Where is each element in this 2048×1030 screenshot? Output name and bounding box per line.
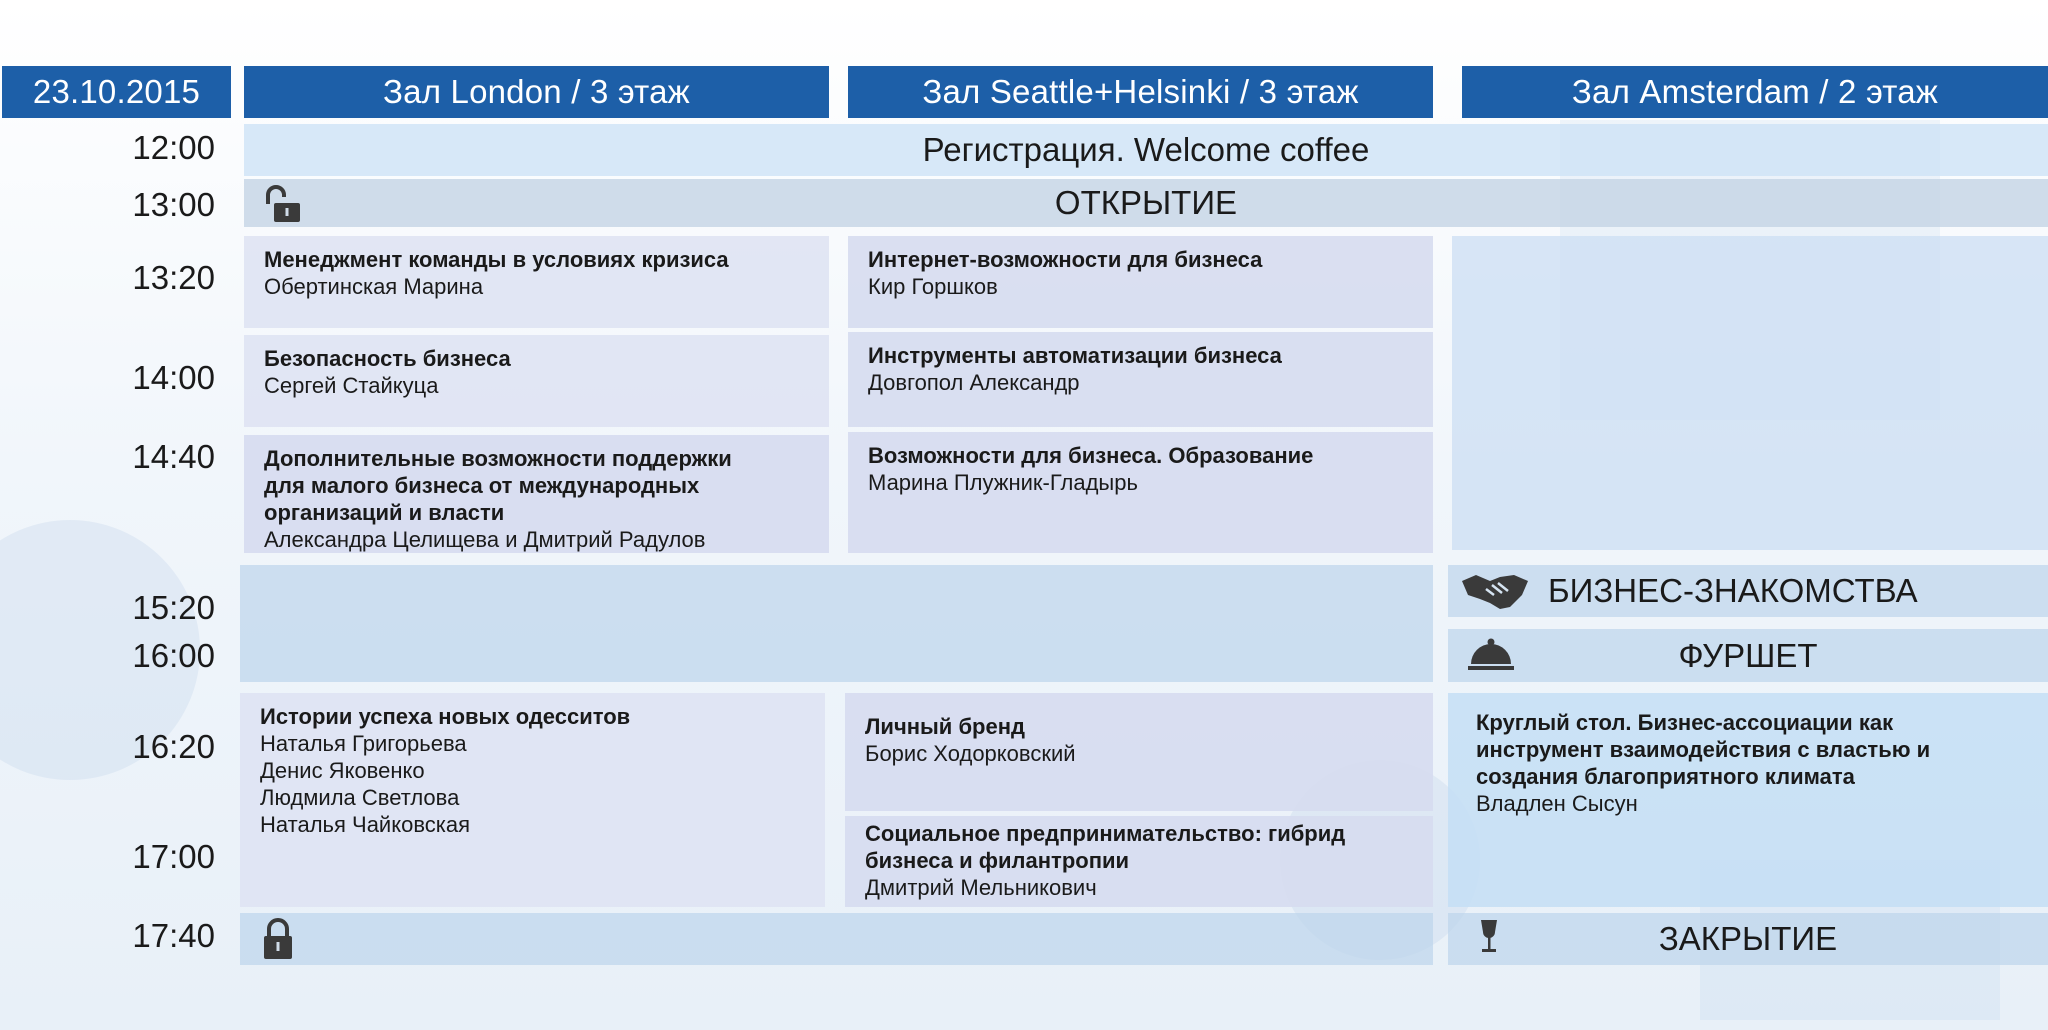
- break-slot: [240, 565, 1433, 682]
- time-label: 17:00: [132, 838, 215, 875]
- registration-label: Регистрация. Welcome coffee: [922, 131, 1370, 168]
- time-label: 14:40: [132, 438, 215, 475]
- session-london-3: [244, 435, 829, 553]
- session-title: Истории успеха новых одесситов: [260, 704, 631, 729]
- session-title-line: инструмент взаимодействия с властью и: [1476, 737, 1931, 762]
- session-speaker: Владлен Сысун: [1476, 791, 1638, 816]
- session-title-line: для малого бизнеса от международных: [264, 473, 700, 498]
- session-speaker: Александра Целищева и Дмитрий Радулов: [264, 527, 706, 552]
- unlocked-padlock-icon: [262, 184, 304, 224]
- session-london-1: [244, 236, 829, 328]
- session-title: Менеджмент команды в условиях кризиса: [264, 247, 729, 272]
- wine-glass-icon: [1478, 918, 1500, 958]
- session-title-line: Дополнительные возможности поддержки: [264, 446, 732, 471]
- session-speaker: Борис Ходорковский: [865, 741, 1076, 766]
- session-seattle-3: [848, 432, 1433, 553]
- time-label: 15:20: [132, 589, 215, 626]
- closing-band-left: [240, 913, 1433, 965]
- session-seattle-4: [845, 693, 1433, 811]
- session-speaker: Дмитрий Мельникович: [865, 875, 1097, 900]
- session-seattle-5: [845, 816, 1433, 907]
- time-label: 13:20: [132, 259, 215, 296]
- hall-header-seattle-helsinki: Зал Seattle+Helsinki / 3 этаж: [848, 66, 1433, 118]
- session-title: Личный бренд: [865, 714, 1025, 739]
- buffet-label: ФУРШЕТ: [1678, 636, 1818, 674]
- networking-label: БИЗНЕС-ЗНАКОМСТВА: [1548, 572, 1918, 609]
- session-title: Безопасность бизнеса: [264, 346, 511, 371]
- time-label: 16:00: [132, 637, 215, 674]
- session-amsterdam-roundtable: [1448, 693, 2048, 907]
- session-seattle-2: [848, 332, 1433, 427]
- session-title: Инструменты автоматизации бизнеса: [868, 343, 1282, 368]
- registration-band: [244, 124, 2048, 176]
- time-label: 14:00: [132, 359, 215, 396]
- session-speaker: Наталья Григорьева: [260, 731, 467, 756]
- session-speaker: Марина Плужник-Гладырь: [868, 470, 1138, 495]
- time-label: 13:00: [132, 186, 215, 223]
- session-title-line: бизнеса и филантропии: [865, 848, 1130, 873]
- session-speaker: Довгопол Александр: [868, 370, 1080, 395]
- opening-band: [244, 179, 2048, 227]
- hall-header-london: Зал London / 3 этаж: [244, 66, 829, 118]
- session-speaker: Людмила Светлова: [260, 785, 460, 810]
- session-title-line: создания благоприятного климата: [1476, 764, 1855, 789]
- time-label: 12:00: [132, 129, 215, 166]
- session-title: Возможности для бизнеса. Образование: [868, 443, 1314, 468]
- date-header: 23.10.2015: [2, 66, 231, 118]
- closing-band: [1448, 913, 2048, 965]
- session-title-line: организаций и власти: [264, 500, 505, 525]
- session-speaker: Кир Горшков: [868, 274, 998, 299]
- handshake-icon: [1460, 569, 1530, 613]
- session-title-line: Социальное предпринимательство: гибрид: [865, 821, 1346, 846]
- session-speaker: Денис Яковенко: [260, 758, 425, 783]
- session-speaker: Наталья Чайковская: [260, 812, 471, 837]
- closing-label: ЗАКРЫТИЕ: [1658, 920, 1838, 957]
- session-title: Интернет-возможности для бизнеса: [868, 247, 1263, 272]
- buffet-band: [1448, 629, 2048, 682]
- time-label: 16:20: [132, 728, 215, 765]
- session-speaker: Обертинская Марина: [264, 274, 484, 299]
- time-label: 17:40: [132, 917, 215, 954]
- session-seattle-1: [848, 236, 1433, 328]
- amsterdam-free-slot: [1452, 236, 2048, 550]
- networking-band: [1448, 565, 2048, 617]
- session-speaker: Сергей Стайкуца: [264, 373, 439, 398]
- cloche-icon: [1466, 636, 1516, 674]
- session-london-2: [244, 335, 829, 427]
- hall-header-amsterdam: Зал Amsterdam / 2 этаж: [1462, 66, 2048, 118]
- session-london-4: [240, 693, 825, 907]
- session-title-line: Круглый стол. Бизнес-ассоциации как: [1476, 710, 1894, 735]
- locked-padlock-icon: [262, 917, 294, 961]
- opening-label: ОТКРЫТИЕ: [1054, 184, 1238, 221]
